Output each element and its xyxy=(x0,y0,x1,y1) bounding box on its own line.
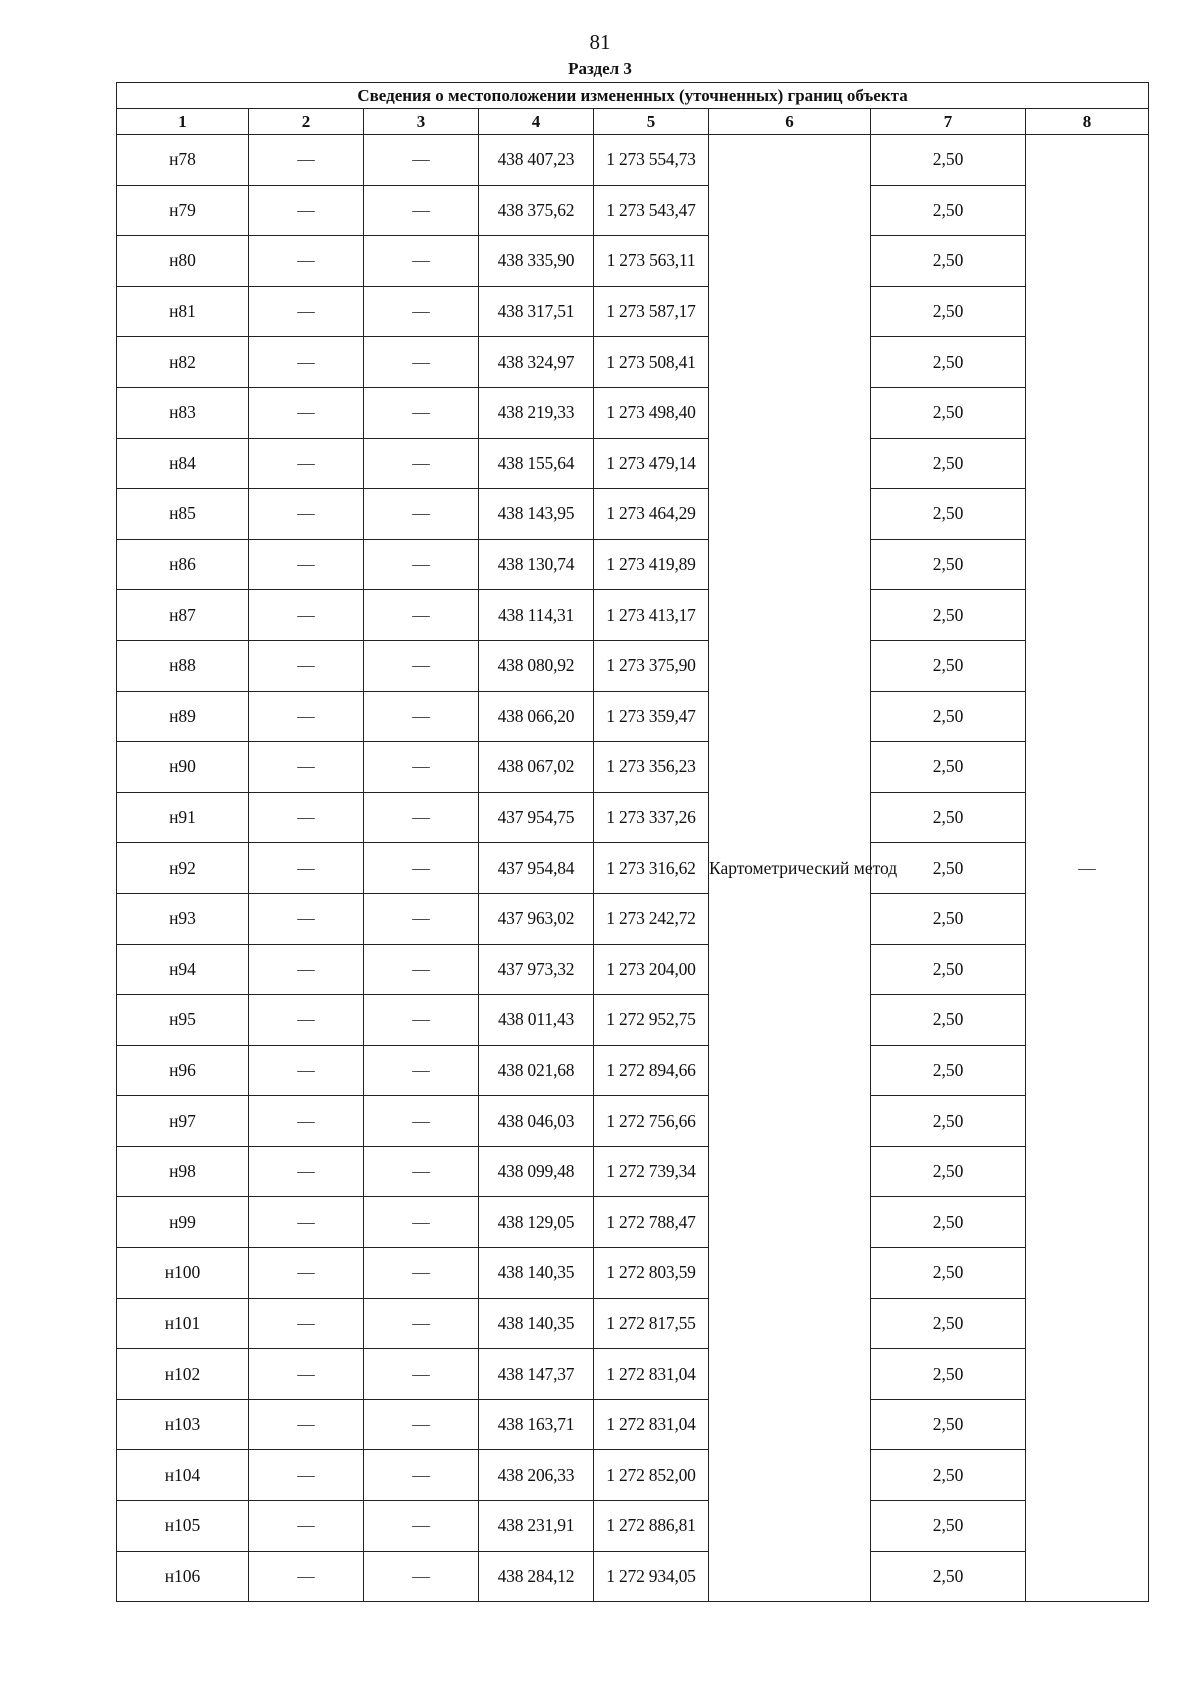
empty-value-cell: — xyxy=(249,893,364,944)
point-id-cell: н101 xyxy=(117,1298,249,1349)
table-row xyxy=(117,1096,1149,1147)
empty-value-cell: — xyxy=(364,387,479,438)
point-id-cell: н94 xyxy=(117,944,249,995)
accuracy-cell: 2,50 xyxy=(871,236,1026,287)
x-coordinate-cell: 438 114,31 xyxy=(479,590,594,641)
y-coordinate-cell: 1 272 952,75 xyxy=(594,995,709,1046)
accuracy-cell: 2,50 xyxy=(871,1248,1026,1299)
table-row xyxy=(117,995,1149,1046)
y-coordinate-cell: 1 273 316,62 xyxy=(594,843,709,894)
accuracy-cell: 2,50 xyxy=(871,640,1026,691)
accuracy-cell: 2,50 xyxy=(871,489,1026,540)
x-coordinate-cell: 437 963,02 xyxy=(479,893,594,944)
accuracy-cell: 2,50 xyxy=(871,1450,1026,1501)
point-id-cell: н90 xyxy=(117,742,249,793)
accuracy-cell: 2,50 xyxy=(871,742,1026,793)
accuracy-cell: 2,50 xyxy=(871,1096,1026,1147)
point-id-cell: н93 xyxy=(117,893,249,944)
accuracy-cell: 2,50 xyxy=(871,1349,1026,1400)
point-id-cell: н91 xyxy=(117,792,249,843)
y-coordinate-cell: 1 273 359,47 xyxy=(594,691,709,742)
accuracy-cell: 2,50 xyxy=(871,944,1026,995)
empty-value-cell: — xyxy=(364,1551,479,1602)
table-row xyxy=(117,337,1149,388)
empty-value-cell: — xyxy=(364,438,479,489)
x-coordinate-cell: 438 099,48 xyxy=(479,1146,594,1197)
column-number: 5 xyxy=(594,109,709,135)
y-coordinate-cell: 1 273 543,47 xyxy=(594,185,709,236)
x-coordinate-cell: 438 147,37 xyxy=(479,1349,594,1400)
y-coordinate-cell: 1 272 894,66 xyxy=(594,1045,709,1096)
empty-value-cell: — xyxy=(364,135,479,186)
empty-value-cell: — xyxy=(364,1298,479,1349)
x-coordinate-cell: 438 155,64 xyxy=(479,438,594,489)
y-coordinate-cell: 1 273 479,14 xyxy=(594,438,709,489)
accuracy-cell: 2,50 xyxy=(871,995,1026,1046)
accuracy-cell: 2,50 xyxy=(871,185,1026,236)
column-number: 6 xyxy=(709,109,871,135)
empty-value-cell: — xyxy=(364,691,479,742)
empty-value-cell: — xyxy=(364,1197,479,1248)
empty-value-cell: — xyxy=(249,944,364,995)
empty-value-cell: — xyxy=(249,286,364,337)
point-id-cell: н106 xyxy=(117,1551,249,1602)
x-coordinate-cell: 438 375,62 xyxy=(479,185,594,236)
empty-value-cell: — xyxy=(249,691,364,742)
empty-value-cell: — xyxy=(364,1501,479,1552)
empty-value-cell: — xyxy=(364,489,479,540)
empty-value-cell: — xyxy=(249,995,364,1046)
column-number: 7 xyxy=(871,109,1026,135)
table-row xyxy=(117,1298,1149,1349)
x-coordinate-cell: 438 140,35 xyxy=(479,1248,594,1299)
accuracy-cell: 2,50 xyxy=(871,1197,1026,1248)
section-title: Раздел 3 xyxy=(568,59,632,78)
y-coordinate-cell: 1 273 554,73 xyxy=(594,135,709,186)
point-id-cell: н83 xyxy=(117,387,249,438)
empty-value-cell: — xyxy=(249,843,364,894)
y-coordinate-cell: 1 273 242,72 xyxy=(594,893,709,944)
table-row xyxy=(117,1551,1149,1602)
empty-value-cell: — xyxy=(249,640,364,691)
empty-value-cell: — xyxy=(249,792,364,843)
x-coordinate-cell: 438 335,90 xyxy=(479,236,594,287)
empty-value-cell: — xyxy=(249,236,364,287)
accuracy-cell: 2,50 xyxy=(871,792,1026,843)
y-coordinate-cell: 1 273 587,17 xyxy=(594,286,709,337)
y-coordinate-cell: 1 273 508,41 xyxy=(594,337,709,388)
x-coordinate-cell: 438 324,97 xyxy=(479,337,594,388)
accuracy-cell: 2,50 xyxy=(871,286,1026,337)
empty-value-cell: — xyxy=(249,1146,364,1197)
accuracy-cell: 2,50 xyxy=(871,893,1026,944)
point-id-cell: н102 xyxy=(117,1349,249,1400)
y-coordinate-cell: 1 273 464,29 xyxy=(594,489,709,540)
empty-value-cell: — xyxy=(364,1450,479,1501)
table-row xyxy=(117,185,1149,236)
x-coordinate-cell: 438 011,43 xyxy=(479,995,594,1046)
empty-value-cell: — xyxy=(364,640,479,691)
boundary-coordinates-table xyxy=(116,82,1149,1602)
table-row xyxy=(117,944,1149,995)
point-id-cell: н97 xyxy=(117,1096,249,1147)
empty-value-cell: — xyxy=(364,792,479,843)
point-id-cell: н89 xyxy=(117,691,249,742)
table-row xyxy=(117,387,1149,438)
empty-value-cell: — xyxy=(249,590,364,641)
y-coordinate-cell: 1 273 204,00 xyxy=(594,944,709,995)
table-row xyxy=(117,843,1149,894)
empty-value-cell: — xyxy=(364,185,479,236)
x-coordinate-cell: 438 407,23 xyxy=(479,135,594,186)
column-number: 1 xyxy=(117,109,249,135)
x-coordinate-cell: 438 067,02 xyxy=(479,742,594,793)
table-row xyxy=(117,489,1149,540)
x-coordinate-cell: 438 046,03 xyxy=(479,1096,594,1147)
accuracy-cell: 2,50 xyxy=(871,691,1026,742)
point-id-cell: н78 xyxy=(117,135,249,186)
point-id-cell: н82 xyxy=(117,337,249,388)
accuracy-cell: 2,50 xyxy=(871,1045,1026,1096)
accuracy-cell: 2,50 xyxy=(871,1399,1026,1450)
y-coordinate-cell: 1 273 563,11 xyxy=(594,236,709,287)
table-row xyxy=(117,590,1149,641)
point-id-cell: н81 xyxy=(117,286,249,337)
empty-value-cell: — xyxy=(364,944,479,995)
table-row xyxy=(117,1197,1149,1248)
table-row xyxy=(117,792,1149,843)
empty-value-cell: — xyxy=(364,236,479,287)
table-row xyxy=(117,742,1149,793)
page-number: 81 xyxy=(589,30,611,54)
empty-value-cell: — xyxy=(249,1450,364,1501)
empty-value-cell: — xyxy=(364,742,479,793)
empty-value-cell: — xyxy=(364,1146,479,1197)
empty-value-cell: — xyxy=(364,286,479,337)
y-coordinate-cell: 1 272 756,66 xyxy=(594,1096,709,1147)
point-id-cell: н103 xyxy=(117,1399,249,1450)
empty-value-cell: — xyxy=(364,1349,479,1400)
empty-value-cell: — xyxy=(364,843,479,894)
determination-method-cell: Картометрический метод xyxy=(709,135,871,1602)
x-coordinate-cell: 438 130,74 xyxy=(479,539,594,590)
empty-value-cell: — xyxy=(364,1248,479,1299)
accuracy-cell: 2,50 xyxy=(871,1298,1026,1349)
y-coordinate-cell: 1 272 831,04 xyxy=(594,1349,709,1400)
table-row xyxy=(117,1349,1149,1400)
table-row xyxy=(117,1248,1149,1299)
empty-value-cell: — xyxy=(249,1501,364,1552)
table-row xyxy=(117,539,1149,590)
empty-value-cell: — xyxy=(249,1298,364,1349)
y-coordinate-cell: 1 272 886,81 xyxy=(594,1501,709,1552)
accuracy-cell: 2,50 xyxy=(871,1146,1026,1197)
empty-value-cell: — xyxy=(364,337,479,388)
y-coordinate-cell: 1 273 337,26 xyxy=(594,792,709,843)
empty-value-cell: — xyxy=(249,135,364,186)
y-coordinate-cell: 1 273 356,23 xyxy=(594,742,709,793)
empty-value-cell: — xyxy=(249,1096,364,1147)
y-coordinate-cell: 1 273 413,17 xyxy=(594,590,709,641)
accuracy-cell: 2,50 xyxy=(871,843,1026,894)
empty-value-cell: — xyxy=(249,1349,364,1400)
table-row xyxy=(117,893,1149,944)
accuracy-cell: 2,50 xyxy=(871,337,1026,388)
y-coordinate-cell: 1 273 375,90 xyxy=(594,640,709,691)
accuracy-cell: 2,50 xyxy=(871,438,1026,489)
point-id-cell: н96 xyxy=(117,1045,249,1096)
table-row xyxy=(117,135,1149,186)
empty-value-cell: — xyxy=(249,387,364,438)
empty-value-cell: — xyxy=(364,539,479,590)
empty-value-cell: — xyxy=(249,185,364,236)
accuracy-cell: 2,50 xyxy=(871,135,1026,186)
y-coordinate-cell: 1 272 852,00 xyxy=(594,1450,709,1501)
empty-value-cell: — xyxy=(364,590,479,641)
table-row xyxy=(117,640,1149,691)
point-id-cell: н98 xyxy=(117,1146,249,1197)
accuracy-cell: 2,50 xyxy=(871,387,1026,438)
empty-value-cell: — xyxy=(249,742,364,793)
y-coordinate-cell: 1 272 788,47 xyxy=(594,1197,709,1248)
column-number-row xyxy=(117,109,1149,135)
point-id-cell: н95 xyxy=(117,995,249,1046)
x-coordinate-cell: 437 954,75 xyxy=(479,792,594,843)
point-id-cell: н85 xyxy=(117,489,249,540)
empty-value-cell: — xyxy=(364,893,479,944)
point-id-cell: н100 xyxy=(117,1248,249,1299)
x-coordinate-cell: 438 206,33 xyxy=(479,1450,594,1501)
table-row xyxy=(117,286,1149,337)
column-number: 4 xyxy=(479,109,594,135)
x-coordinate-cell: 438 317,51 xyxy=(479,286,594,337)
x-coordinate-cell: 438 140,35 xyxy=(479,1298,594,1349)
empty-value-cell: — xyxy=(249,1551,364,1602)
point-id-cell: н92 xyxy=(117,843,249,894)
empty-value-cell: — xyxy=(364,995,479,1046)
empty-value-cell: — xyxy=(249,1197,364,1248)
y-coordinate-cell: 1 272 803,59 xyxy=(594,1248,709,1299)
empty-value-cell: — xyxy=(364,1399,479,1450)
column-number: 8 xyxy=(1026,109,1149,135)
accuracy-cell: 2,50 xyxy=(871,539,1026,590)
empty-value-cell: — xyxy=(364,1096,479,1147)
empty-value-cell: — xyxy=(249,1399,364,1450)
table-caption: Сведения о местоположении измененных (уточненных) границ объекта xyxy=(117,83,1149,109)
x-coordinate-cell: 438 080,92 xyxy=(479,640,594,691)
empty-value-cell: — xyxy=(249,337,364,388)
y-coordinate-cell: 1 273 419,89 xyxy=(594,539,709,590)
accuracy-cell: 2,50 xyxy=(871,1551,1026,1602)
column-8-cell: — xyxy=(1026,135,1149,1602)
y-coordinate-cell: 1 272 817,55 xyxy=(594,1298,709,1349)
y-coordinate-cell: 1 272 831,04 xyxy=(594,1399,709,1450)
point-id-cell: н104 xyxy=(117,1450,249,1501)
x-coordinate-cell: 438 143,95 xyxy=(479,489,594,540)
table-row xyxy=(117,691,1149,742)
y-coordinate-cell: 1 272 739,34 xyxy=(594,1146,709,1197)
table-row xyxy=(117,438,1149,489)
x-coordinate-cell: 438 163,71 xyxy=(479,1399,594,1450)
point-id-cell: н88 xyxy=(117,640,249,691)
x-coordinate-cell: 438 066,20 xyxy=(479,691,594,742)
empty-value-cell: — xyxy=(364,1045,479,1096)
table-row xyxy=(117,236,1149,287)
x-coordinate-cell: 438 129,05 xyxy=(479,1197,594,1248)
table-row xyxy=(117,1501,1149,1552)
empty-value-cell: — xyxy=(249,1248,364,1299)
point-id-cell: н86 xyxy=(117,539,249,590)
x-coordinate-cell: 438 021,68 xyxy=(479,1045,594,1096)
x-coordinate-cell: 438 284,12 xyxy=(479,1551,594,1602)
point-id-cell: н87 xyxy=(117,590,249,641)
x-coordinate-cell: 438 219,33 xyxy=(479,387,594,438)
x-coordinate-cell: 438 231,91 xyxy=(479,1501,594,1552)
y-coordinate-cell: 1 273 498,40 xyxy=(594,387,709,438)
point-id-cell: н99 xyxy=(117,1197,249,1248)
column-number: 3 xyxy=(364,109,479,135)
table-row xyxy=(117,1399,1149,1450)
point-id-cell: н84 xyxy=(117,438,249,489)
x-coordinate-cell: 437 954,84 xyxy=(479,843,594,894)
point-id-cell: н79 xyxy=(117,185,249,236)
table-body xyxy=(117,135,1149,1602)
accuracy-cell: 2,50 xyxy=(871,590,1026,641)
accuracy-cell: 2,50 xyxy=(871,1501,1026,1552)
y-coordinate-cell: 1 272 934,05 xyxy=(594,1551,709,1602)
x-coordinate-cell: 437 973,32 xyxy=(479,944,594,995)
table-row xyxy=(117,1045,1149,1096)
point-id-cell: н105 xyxy=(117,1501,249,1552)
table-row xyxy=(117,1450,1149,1501)
table-row xyxy=(117,1146,1149,1197)
empty-value-cell: — xyxy=(249,539,364,590)
empty-value-cell: — xyxy=(249,1045,364,1096)
column-number: 2 xyxy=(249,109,364,135)
point-id-cell: н80 xyxy=(117,236,249,287)
empty-value-cell: — xyxy=(249,438,364,489)
empty-value-cell: — xyxy=(249,489,364,540)
